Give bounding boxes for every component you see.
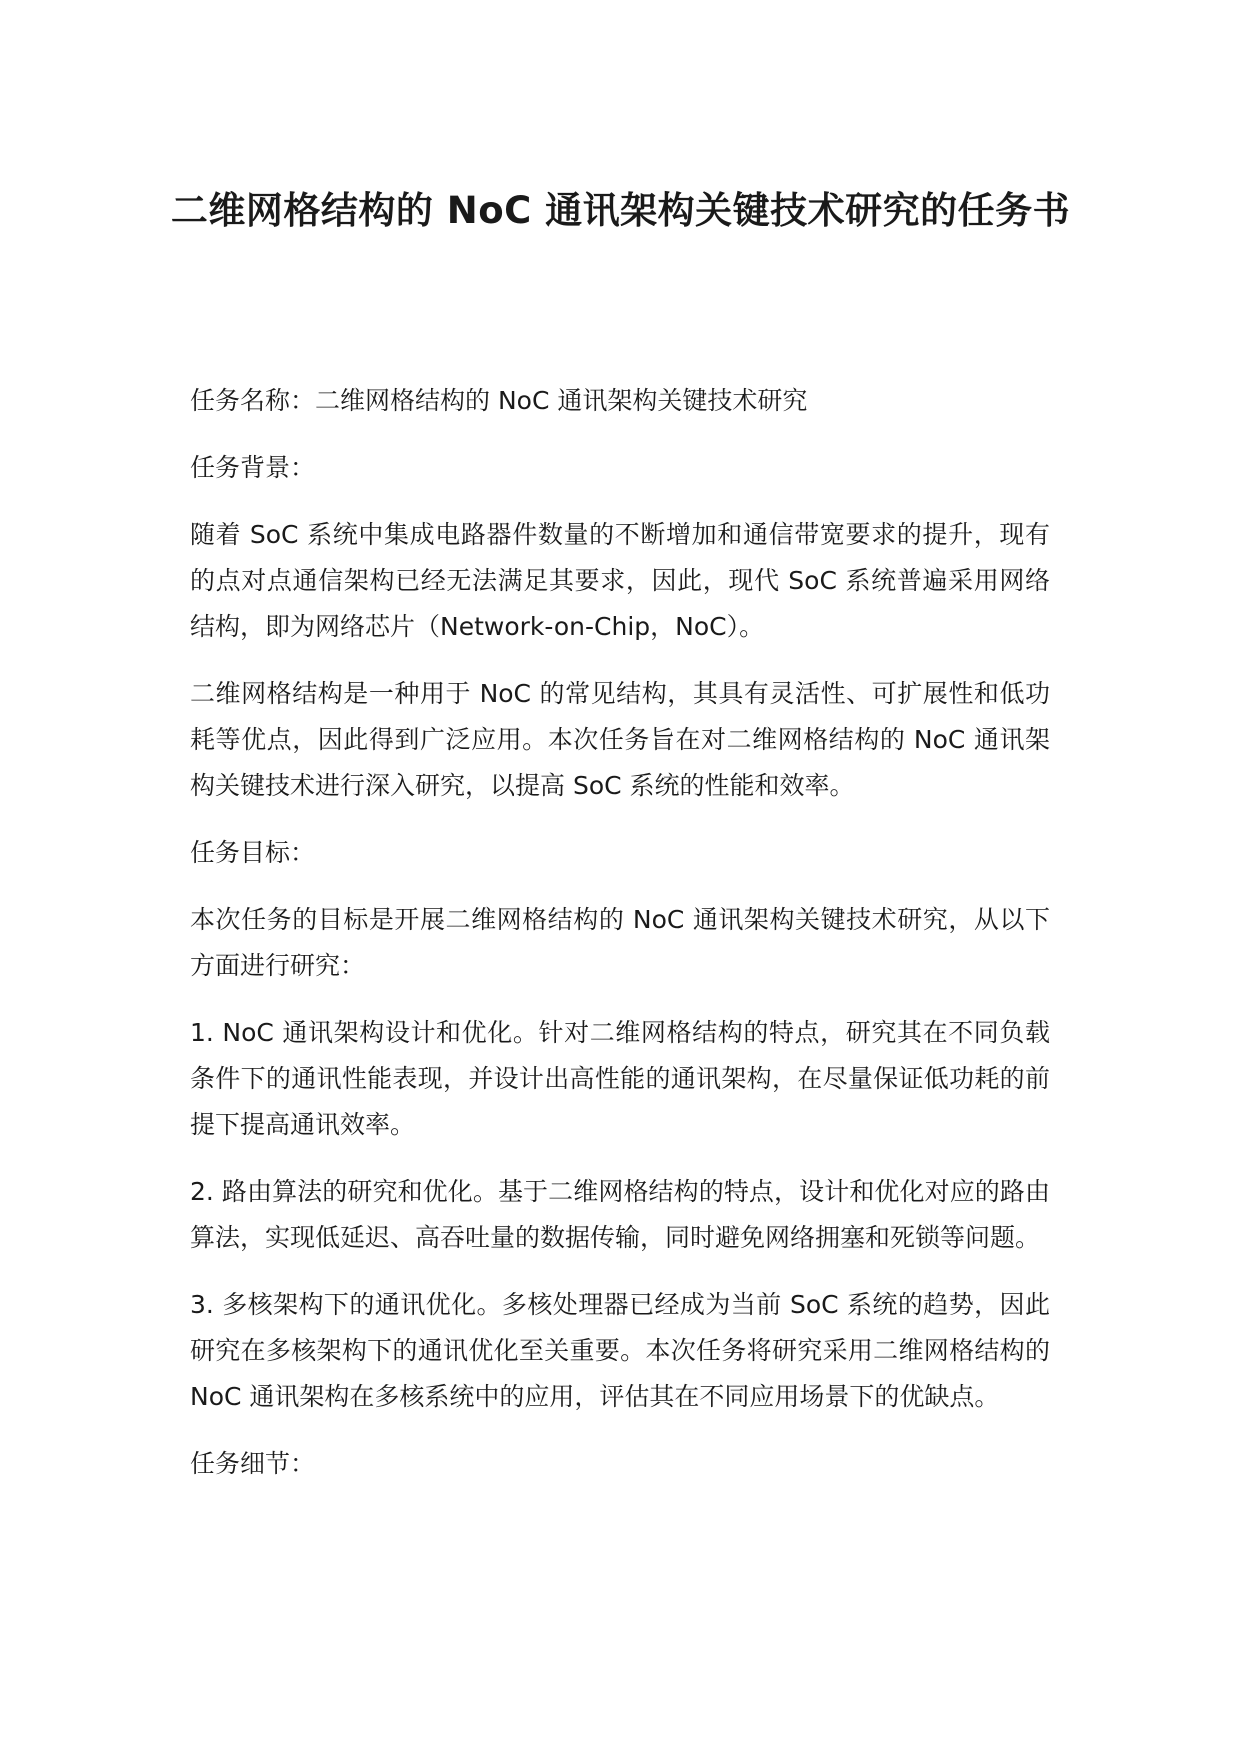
document-title: 二维网格结构的 NoC 通讯架构关键技术研究的任务书 bbox=[170, 189, 1071, 232]
background-paragraph-1: 随着 SoC 系统中集成电路器件数量的不断增加和通信带宽要求的提升，现有的点对点通信架构已经无法满足其要求，因此，现代 SoC 系统普遍采用网络结构，即为网络芯片（Network-on-Chip，NoC）。 bbox=[190, 520, 1050, 641]
background-paragraph-2: 二维网格结构是一种用于 NoC 的常见结构，其具有灵活性、可扩展性和低功耗等优点，因此得到广泛应用。本次任务旨在对二维网格结构的 NoC 通讯架构关键技术进行深入研究，以提高 SoC 系统的性能和效率。 bbox=[190, 679, 1050, 800]
goal-item-1: 1. NoC 通讯架构设计和优化。针对二维网格结构的特点，研究其在不同负载条件下的通讯性能表现，并设计出高性能的通讯架构，在尽量保证低功耗的前提下提高通讯效率。 bbox=[190, 1018, 1050, 1139]
document-body bbox=[190, 378, 1050, 1508]
goal-item-3: 3. 多核架构下的通讯优化。多核处理器已经成为当前 SoC 系统的趋势，因此研究在多核架构下的通讯优化至关重要。本次任务将研究采用二维网格结构的 NoC 通讯架构在多核系统中的应用，评估其在不同应用场景下的优缺点。 bbox=[190, 1290, 1050, 1411]
task-name-line: 任务名称：二维网格结构的 NoC 通讯架构关键技术研究 bbox=[190, 386, 808, 415]
task-goal-heading: 任务目标： bbox=[190, 838, 316, 867]
goal-intro-paragraph: 本次任务的目标是开展二维网格结构的 NoC 通讯架构关键技术研究，从以下方面进行研究： bbox=[190, 905, 1050, 980]
goal-item-2: 2. 路由算法的研究和优化。基于二维网格结构的特点，设计和优化对应的路由算法，实现低延迟、高吞吐量的数据传输，同时避免网络拥塞和死锁等问题。 bbox=[190, 1177, 1050, 1252]
task-details-heading: 任务细节： bbox=[190, 1449, 316, 1478]
task-background-heading: 任务背景： bbox=[190, 453, 316, 482]
